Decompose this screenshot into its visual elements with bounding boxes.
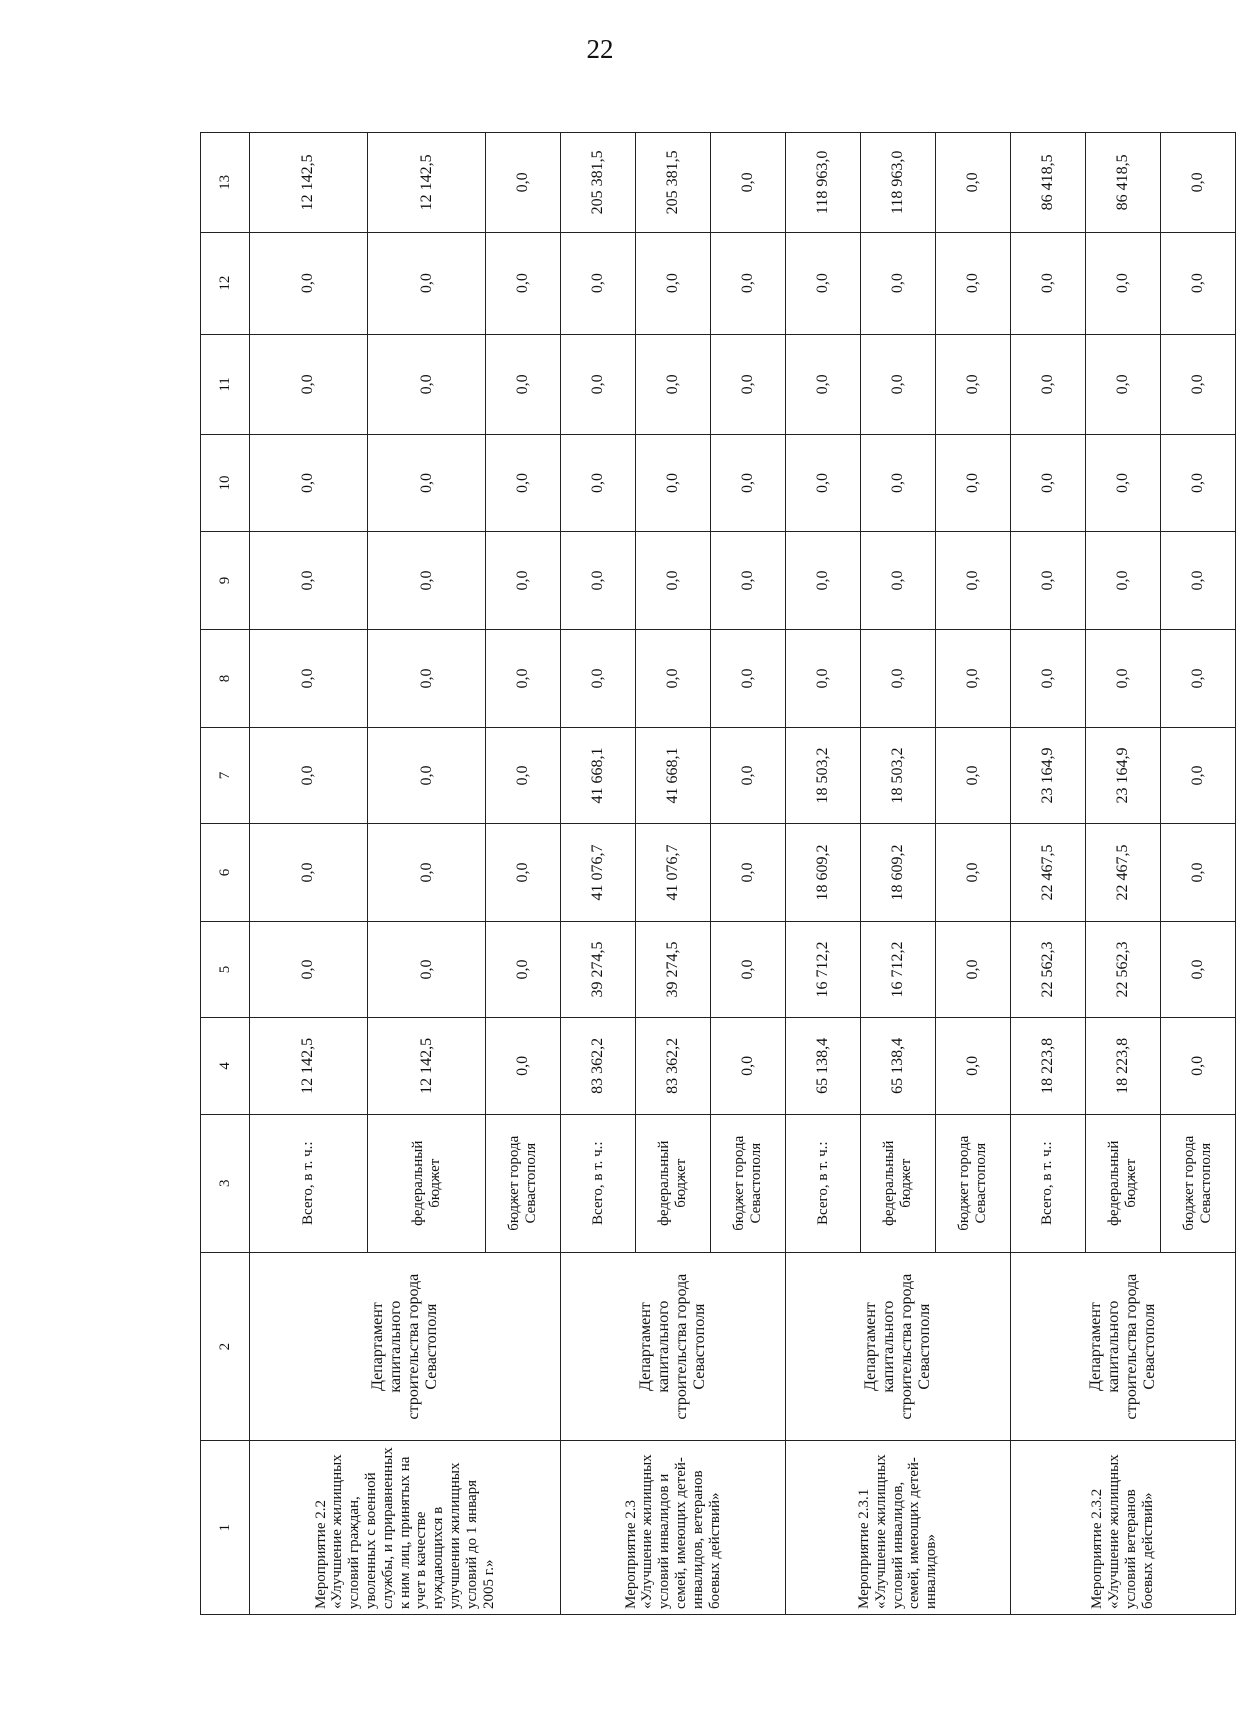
amount-cell: 41 076,7 — [561, 824, 636, 922]
header-cell: 5 — [201, 921, 250, 1017]
measure-cell: Мероприятие 2.2 «Улучшение жилищных условий граждан, уволенных с военной службы, и приравненных к ним лиц, принятых на учет в качестве нуждающихся в улучшении жилищных условий до 1 января 2005 г.» — [249, 1441, 560, 1615]
funding-source-cell: бюджет города Севастополя — [711, 1114, 786, 1252]
amount-cell: 22 467,5 — [1085, 824, 1160, 922]
amount-cell: 0,0 — [711, 133, 786, 233]
amount-cell: 0,0 — [486, 531, 561, 630]
amount-cell: 0,0 — [1160, 531, 1235, 630]
department-cell: Департамент капитального строительства города Севастополя — [561, 1252, 786, 1441]
header-cell: 12 — [201, 232, 250, 334]
amount-cell: 0,0 — [786, 435, 861, 531]
amount-cell: 0,0 — [711, 921, 786, 1017]
amount-cell: 86 418,5 — [1010, 133, 1085, 233]
amount-cell: 0,0 — [1010, 334, 1085, 435]
budget-table — [200, 132, 1236, 1615]
amount-cell: 0,0 — [486, 232, 561, 334]
header-cell: 4 — [201, 1018, 250, 1114]
amount-cell: 0,0 — [711, 232, 786, 334]
amount-cell: 0,0 — [367, 921, 485, 1017]
table-body — [201, 133, 1236, 1615]
amount-cell: 0,0 — [1160, 824, 1235, 922]
funding-source-cell: Всего, в т. ч.: — [1010, 1114, 1085, 1252]
amount-cell: 0,0 — [486, 1018, 561, 1114]
amount-cell: 0,0 — [486, 334, 561, 435]
amount-cell: 0,0 — [711, 1018, 786, 1114]
amount-cell: 18 503,2 — [786, 727, 861, 823]
amount-cell: 0,0 — [935, 232, 1010, 334]
amount-cell: 118 963,0 — [786, 133, 861, 233]
funding-source-cell: федеральный бюджет — [636, 1114, 711, 1252]
amount-cell: 16 712,2 — [786, 921, 861, 1017]
amount-cell: 12 142,5 — [367, 133, 485, 233]
table-row — [561, 133, 636, 1615]
amount-cell: 0,0 — [935, 133, 1010, 233]
page-number: 22 — [586, 34, 614, 64]
amount-cell: 39 274,5 — [636, 921, 711, 1017]
amount-cell: 0,0 — [786, 630, 861, 728]
amount-cell: 0,0 — [486, 133, 561, 233]
funding-source-cell: бюджет города Севастополя — [1160, 1114, 1235, 1252]
table-row — [786, 133, 861, 1615]
amount-cell: 0,0 — [1160, 630, 1235, 728]
header-cell: 8 — [201, 630, 250, 728]
amount-cell: 0,0 — [367, 727, 485, 823]
amount-cell: 0,0 — [249, 921, 367, 1017]
department-cell: Департамент капитального строительства города Севастополя — [249, 1252, 560, 1441]
amount-cell: 0,0 — [1160, 133, 1235, 233]
amount-cell: 0,0 — [561, 334, 636, 435]
amount-cell: 0,0 — [1010, 435, 1085, 531]
amount-cell: 18 223,8 — [1010, 1018, 1085, 1114]
amount-cell: 0,0 — [367, 334, 485, 435]
amount-cell: 0,0 — [486, 630, 561, 728]
amount-cell: 0,0 — [1160, 921, 1235, 1017]
amount-cell: 0,0 — [1085, 531, 1160, 630]
amount-cell: 0,0 — [711, 630, 786, 728]
amount-cell: 0,0 — [1160, 435, 1235, 531]
amount-cell: 0,0 — [367, 435, 485, 531]
amount-cell: 0,0 — [1160, 232, 1235, 334]
amount-cell: 0,0 — [1085, 334, 1160, 435]
amount-cell: 23 164,9 — [1085, 727, 1160, 823]
table-row — [1010, 133, 1085, 1615]
amount-cell: 0,0 — [860, 232, 935, 334]
amount-cell: 0,0 — [561, 435, 636, 531]
amount-cell: 86 418,5 — [1085, 133, 1160, 233]
header-cell: 9 — [201, 531, 250, 630]
measure-cell: Мероприятие 2.3 «Улучшение жилищных условий инвалидов и семей, имеющих детей-инвалидов, ветеранов боевых действий» — [561, 1441, 786, 1615]
amount-cell: 0,0 — [249, 727, 367, 823]
amount-cell: 0,0 — [935, 921, 1010, 1017]
amount-cell: 0,0 — [636, 435, 711, 531]
amount-cell: 41 668,1 — [561, 727, 636, 823]
amount-cell: 0,0 — [486, 921, 561, 1017]
amount-cell: 0,0 — [860, 435, 935, 531]
amount-cell: 18 609,2 — [786, 824, 861, 922]
amount-cell: 41 076,7 — [636, 824, 711, 922]
amount-cell: 0,0 — [367, 232, 485, 334]
amount-cell: 0,0 — [711, 824, 786, 922]
header-cell: 2 — [201, 1252, 250, 1441]
amount-cell: 0,0 — [860, 630, 935, 728]
funding-source-cell: бюджет города Севастополя — [935, 1114, 1010, 1252]
amount-cell: 0,0 — [1160, 1018, 1235, 1114]
amount-cell: 0,0 — [636, 334, 711, 435]
amount-cell: 0,0 — [486, 435, 561, 531]
amount-cell: 0,0 — [1010, 232, 1085, 334]
header-cell: 3 — [201, 1114, 250, 1252]
amount-cell: 0,0 — [561, 630, 636, 728]
amount-cell: 0,0 — [249, 531, 367, 630]
amount-cell: 0,0 — [786, 232, 861, 334]
funding-source-cell: федеральный бюджет — [1085, 1114, 1160, 1252]
amount-cell: 0,0 — [636, 531, 711, 630]
amount-cell: 23 164,9 — [1010, 727, 1085, 823]
amount-cell: 0,0 — [935, 1018, 1010, 1114]
amount-cell: 0,0 — [249, 232, 367, 334]
amount-cell: 0,0 — [935, 824, 1010, 922]
amount-cell: 12 142,5 — [367, 1018, 485, 1114]
amount-cell: 0,0 — [935, 531, 1010, 630]
amount-cell: 0,0 — [1085, 232, 1160, 334]
amount-cell: 0,0 — [711, 334, 786, 435]
amount-cell: 16 712,2 — [860, 921, 935, 1017]
amount-cell: 0,0 — [786, 531, 861, 630]
department-cell: Департамент капитального строительства города Севастополя — [1010, 1252, 1235, 1441]
amount-cell: 0,0 — [860, 334, 935, 435]
amount-cell: 39 274,5 — [561, 921, 636, 1017]
amount-cell: 0,0 — [249, 630, 367, 728]
amount-cell: 0,0 — [711, 435, 786, 531]
amount-cell: 18 609,2 — [860, 824, 935, 922]
amount-cell: 118 963,0 — [860, 133, 935, 233]
amount-cell: 0,0 — [860, 531, 935, 630]
amount-cell: 0,0 — [1085, 435, 1160, 531]
amount-cell: 18 503,2 — [860, 727, 935, 823]
header-cell: 1 — [201, 1441, 250, 1615]
amount-cell: 0,0 — [249, 824, 367, 922]
amount-cell: 0,0 — [367, 531, 485, 630]
amount-cell: 0,0 — [1085, 630, 1160, 728]
amount-cell: 0,0 — [636, 630, 711, 728]
amount-cell: 205 381,5 — [561, 133, 636, 233]
header-row — [201, 133, 250, 1615]
header-cell: 13 — [201, 133, 250, 233]
measure-cell: Мероприятие 2.3.2 «Улучшение жилищных условий ветеранов боевых действий» — [1010, 1441, 1235, 1615]
funding-source-cell: бюджет города Севастополя — [486, 1114, 561, 1252]
header-cell: 10 — [201, 435, 250, 531]
amount-cell: 12 142,5 — [249, 133, 367, 233]
amount-cell: 22 562,3 — [1085, 921, 1160, 1017]
header-cell: 7 — [201, 727, 250, 823]
amount-cell: 0,0 — [1160, 727, 1235, 823]
header-cell: 6 — [201, 824, 250, 922]
amount-cell: 0,0 — [486, 824, 561, 922]
amount-cell: 0,0 — [935, 435, 1010, 531]
amount-cell: 0,0 — [935, 334, 1010, 435]
amount-cell: 0,0 — [1160, 334, 1235, 435]
amount-cell: 0,0 — [249, 435, 367, 531]
amount-cell: 0,0 — [935, 630, 1010, 728]
funding-source-cell: федеральный бюджет — [367, 1114, 485, 1252]
funding-source-cell: Всего, в т. ч.: — [249, 1114, 367, 1252]
rotated-table-wrapper — [200, 132, 1236, 1615]
amount-cell: 0,0 — [711, 531, 786, 630]
amount-cell: 22 467,5 — [1010, 824, 1085, 922]
amount-cell: 0,0 — [249, 334, 367, 435]
amount-cell: 0,0 — [486, 727, 561, 823]
amount-cell: 83 362,2 — [636, 1018, 711, 1114]
amount-cell: 0,0 — [367, 630, 485, 728]
amount-cell: 0,0 — [367, 824, 485, 922]
table-row — [249, 133, 367, 1615]
measure-cell: Мероприятие 2.3.1 «Улучшение жилищных условий инвалидов, семей, имеющих детей-инвалидов» — [786, 1441, 1011, 1615]
department-cell: Департамент капитального строительства города Севастополя — [786, 1252, 1011, 1441]
amount-cell: 41 668,1 — [636, 727, 711, 823]
funding-source-cell: Всего, в т. ч.: — [561, 1114, 636, 1252]
amount-cell: 18 223,8 — [1085, 1018, 1160, 1114]
header-cell: 11 — [201, 334, 250, 435]
amount-cell: 0,0 — [636, 232, 711, 334]
amount-cell: 0,0 — [935, 727, 1010, 823]
funding-source-cell: федеральный бюджет — [860, 1114, 935, 1252]
funding-source-cell: Всего, в т. ч.: — [786, 1114, 861, 1252]
amount-cell: 12 142,5 — [249, 1018, 367, 1114]
amount-cell: 0,0 — [561, 232, 636, 334]
amount-cell: 205 381,5 — [636, 133, 711, 233]
amount-cell: 0,0 — [1010, 630, 1085, 728]
amount-cell: 0,0 — [711, 727, 786, 823]
amount-cell: 65 138,4 — [860, 1018, 935, 1114]
amount-cell: 0,0 — [561, 531, 636, 630]
amount-cell: 65 138,4 — [786, 1018, 861, 1114]
amount-cell: 0,0 — [786, 334, 861, 435]
amount-cell: 83 362,2 — [561, 1018, 636, 1114]
amount-cell: 22 562,3 — [1010, 921, 1085, 1017]
amount-cell: 0,0 — [1010, 531, 1085, 630]
